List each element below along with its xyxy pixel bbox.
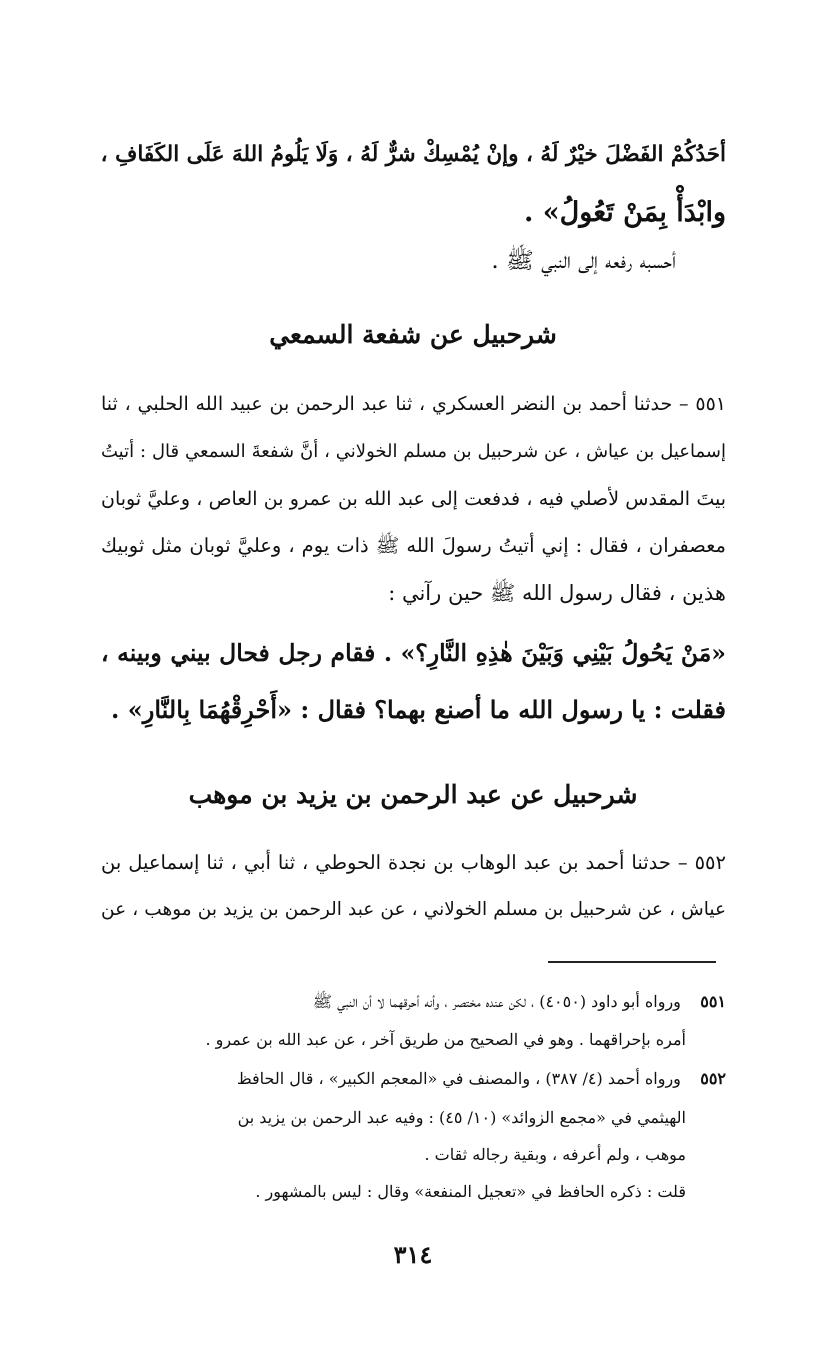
hadith-551-line: إسماعيل بن عياش ، عن شرحبيل بن مسلم الخولاني ، أنَّ شفعةَ السمعي قال : أتيتُ xyxy=(101,441,726,462)
footnote-551 xyxy=(101,990,726,1014)
hadith-552-line: عياش ، عن شرحبيل بن مسلم الخولاني ، عن عبد الرحمن بن يزيد بن موهب ، عن xyxy=(101,899,726,920)
hadith-552-line: ٥٥٢ – حدثنا أحمد بن عبد الوهاب بن نجدة الحوطي ، ثنا أبي ، ثنا إسماعيل بن xyxy=(101,851,726,874)
prophetic-quote-line: فقلت : يا رسول الله ما أصنع بهما؟ فقال : «أَحْرِقْهُمَا بِالنَّارِ» . xyxy=(111,695,726,724)
footnote-text: ورواه أحمد (٤/ ٣٨٧) ، والمصنف في «المعجم الكبير» ، قال الحافظ xyxy=(236,1069,681,1088)
footnote-text: أمره بإحراقهما . وهو في الصحيح من طريق آخر ، عن عبد الله بن عمرو . xyxy=(205,1030,686,1049)
hadith-551-line: معصفران ، فقال : إني أتيتُ رسولَ الله ﷺ ذات يوم ، وعليَّ ثوبان مثل ثوبيك xyxy=(101,534,726,557)
page-number: ٣١٤ xyxy=(393,1240,433,1269)
prophetic-quote-line: «مَنْ يَحُولُ بَيْنِي وَبَيْنَ هٰذِهِ النَّارِ؟» . فقام رجل فحال بيني وبينه ، xyxy=(101,639,726,667)
hadith-551-line: هذين ، فقال رسول الله ﷺ حين رآني : xyxy=(388,581,726,605)
hadith-text-line: أحَدُكُمْ الفَضْلَ خيْرٌ لَهُ ، وإنْ يُمْسِكْ شرٌّ لَهُ ، وَلَا يَلُومُ اللهَ عَلَى الكَفَافِ ، xyxy=(100,142,726,167)
footnote-number: ٥٥١ xyxy=(700,992,726,1011)
section-heading: شرحبيل عن شفعة السمعي xyxy=(269,320,557,349)
footnote-text: الهيثمي في «مجمع الزوائد» (١٠/ ٤٥) : وفيه عبد الرحمن بن يزيد بن xyxy=(237,1108,686,1127)
narrator-note: أحسبه رفعه إلى النبي ﷺ . xyxy=(491,248,676,274)
footnote-text: موهب ، ولم أعرفه ، وبقية رجاله ثقات . xyxy=(424,1145,686,1164)
hadith-text-line: وابْدَأْ بِمَنْ تَعُولُ» . xyxy=(524,197,726,228)
footnote-separator xyxy=(548,961,716,963)
section-heading: شرحبيل عن عبد الرحمن بن يزيد بن موهب xyxy=(188,780,638,809)
hadith-551-line: ٥٥١ – حدثنا أحمد بن النضر العسكري ، ثنا عبد الرحمن بن عبيد الله الحلبي ، ثنا xyxy=(101,393,726,415)
footnote-number: ٥٥٢ xyxy=(700,1069,726,1088)
footnote-552 xyxy=(101,1067,726,1091)
hadith-551-line: بيتَ المقدس لأصلي فيه ، فدفعت إلى عبد الله بن عمرو بن العاص ، وعليَّ ثوبان xyxy=(101,488,726,510)
footnote-text: قلت : ذكره الحافظ في «تعجيل المنفعة» وقال : ليس بالمشهور . xyxy=(255,1182,686,1201)
footnote-text: ورواه أبو داود (٤٠٥٠) ، لكن عنده مختصر ، وأنه أحرقهما لا أن النبي ﷺ xyxy=(312,992,681,1011)
